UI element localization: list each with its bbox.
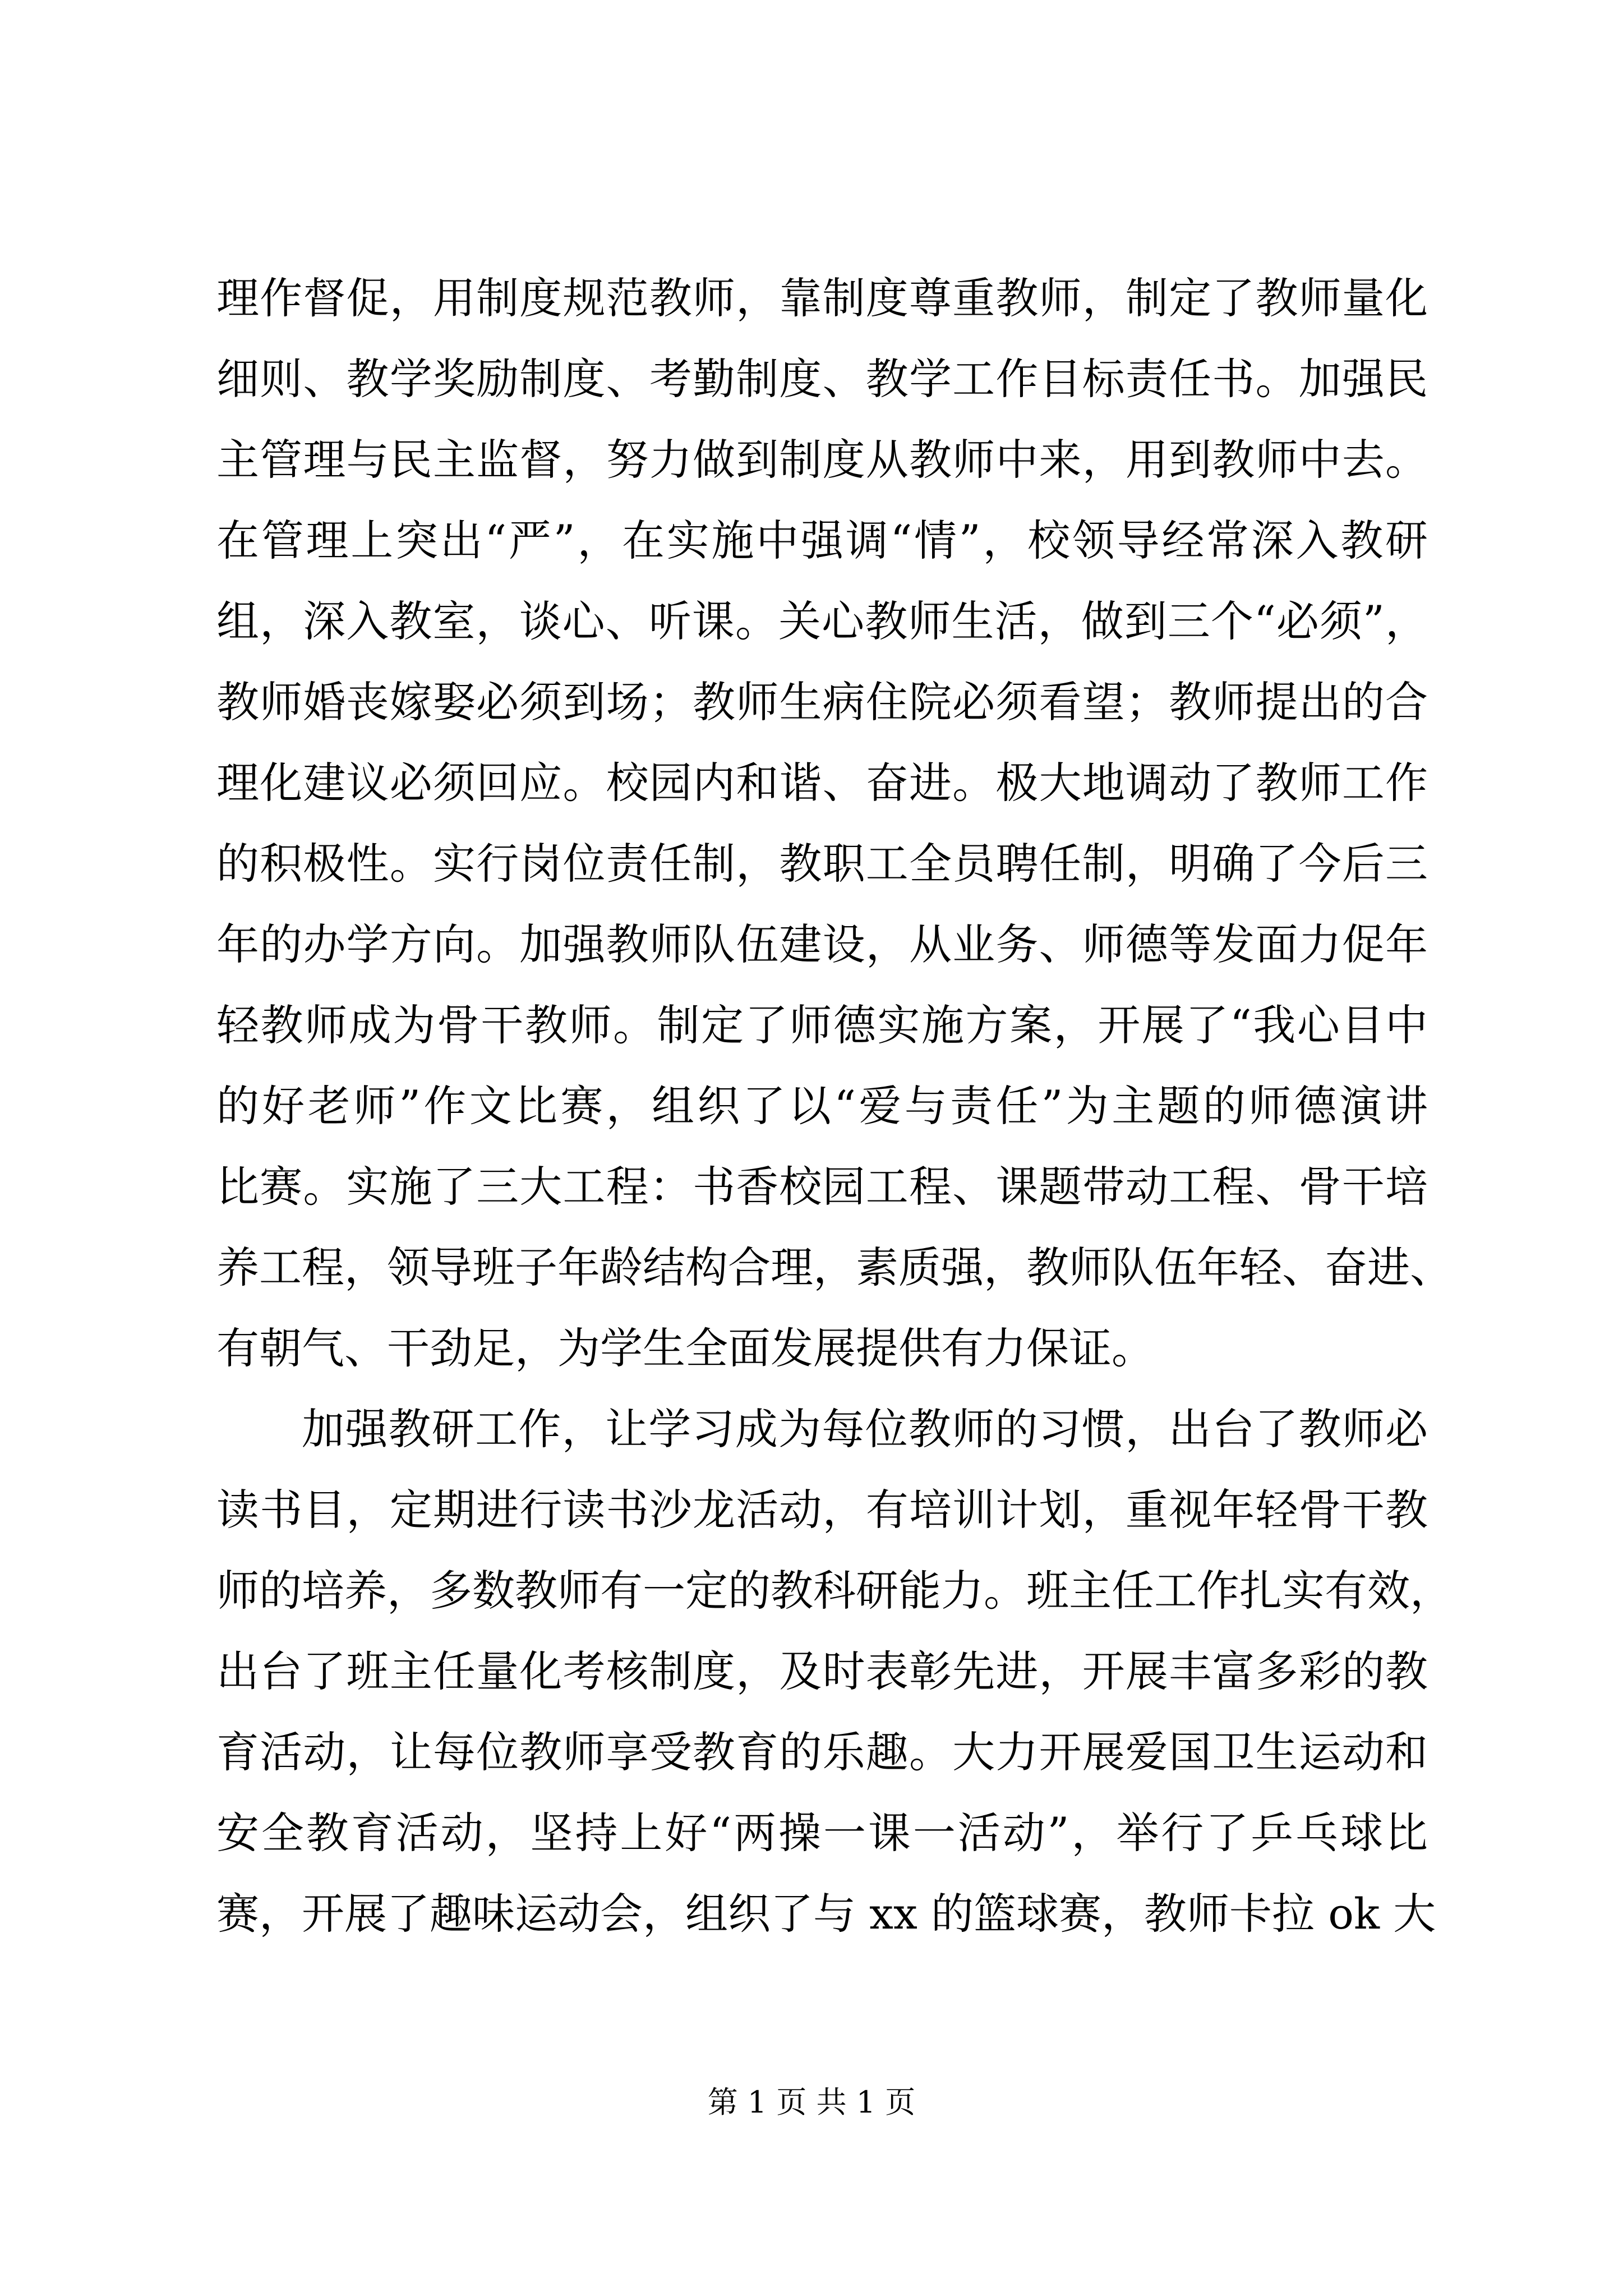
text-line: 师的培养，多数教师有一定的教科研能力。班主任工作扎实有效， bbox=[216, 1566, 1453, 1616]
page-number-footer: 第 1 页 共 1 页 bbox=[707, 2085, 916, 2120]
document-body bbox=[216, 258, 1453, 1954]
text-line: 育活动，让每位教师享受教育的乐趣。大力开展爱国卫生运动和 bbox=[216, 1727, 1428, 1777]
text-line: 比赛。实施了三大工程：书香校园工程、课题带动工程、骨干培 bbox=[216, 1162, 1428, 1212]
paragraph-first-line: 加强教研工作，让学习成为每位教师的习惯，出台了教师必 bbox=[302, 1404, 1428, 1454]
text-line: 理作督促，用制度规范教师，靠制度尊重教师，制定了教师量化 bbox=[216, 273, 1428, 323]
text-line: 教师婚丧嫁娶必须到场；教师生病住院必须看望；教师提出的合 bbox=[216, 677, 1428, 727]
text-line: 出台了班主任量化考核制度，及时表彰先进，开展丰富多彩的教 bbox=[216, 1646, 1428, 1696]
text-line: 有朝气、干劲足，为学生全面发展提供有力保证。 bbox=[216, 1323, 1154, 1373]
text-line: 的积极性。实行岗位责任制，教职工全员聘任制，明确了今后三 bbox=[216, 839, 1428, 889]
text-line: 细则、教学奖励制度、考勤制度、教学工作目标责任书。加强民 bbox=[216, 354, 1428, 404]
text-line: 年的办学方向。加强教师队伍建设，从业务、师德等发面力促年 bbox=[216, 919, 1428, 969]
text-line: 的好老师”作文比赛，组织了以“爱与责任”为主题的师德演讲 bbox=[216, 1081, 1428, 1131]
text-line: 组，深入教室，谈心、听课。关心教师生活，做到三个“必须”， bbox=[216, 596, 1428, 646]
text-line: 赛，开展了趣味运动会，组织了与 xx 的篮球赛，教师卡拉 ok 大 bbox=[216, 1889, 1436, 1939]
text-line: 理化建议必须回应。校园内和谐、奋进。极大地调动了教师工作 bbox=[216, 758, 1428, 808]
text-line: 在管理上突出“严”，在实施中强调“情”，校领导经常深入教研 bbox=[216, 516, 1428, 565]
text-line: 养工程，领导班子年龄结构合理，素质强，教师队伍年轻、奋进、 bbox=[216, 1243, 1453, 1292]
text-line: 主管理与民主监督，努力做到制度从教师中来，用到教师中去。 bbox=[216, 435, 1428, 485]
text-line: 读书目，定期进行读书沙龙活动，有培训计划，重视年轻骨干教 bbox=[216, 1485, 1428, 1535]
text-line: 安全教育活动，坚持上好“两操一课一活动”，举行了乒乓球比 bbox=[216, 1808, 1428, 1858]
text-line: 轻教师成为骨干教师。制定了师德实施方案，开展了“我心目中 bbox=[216, 1000, 1428, 1050]
